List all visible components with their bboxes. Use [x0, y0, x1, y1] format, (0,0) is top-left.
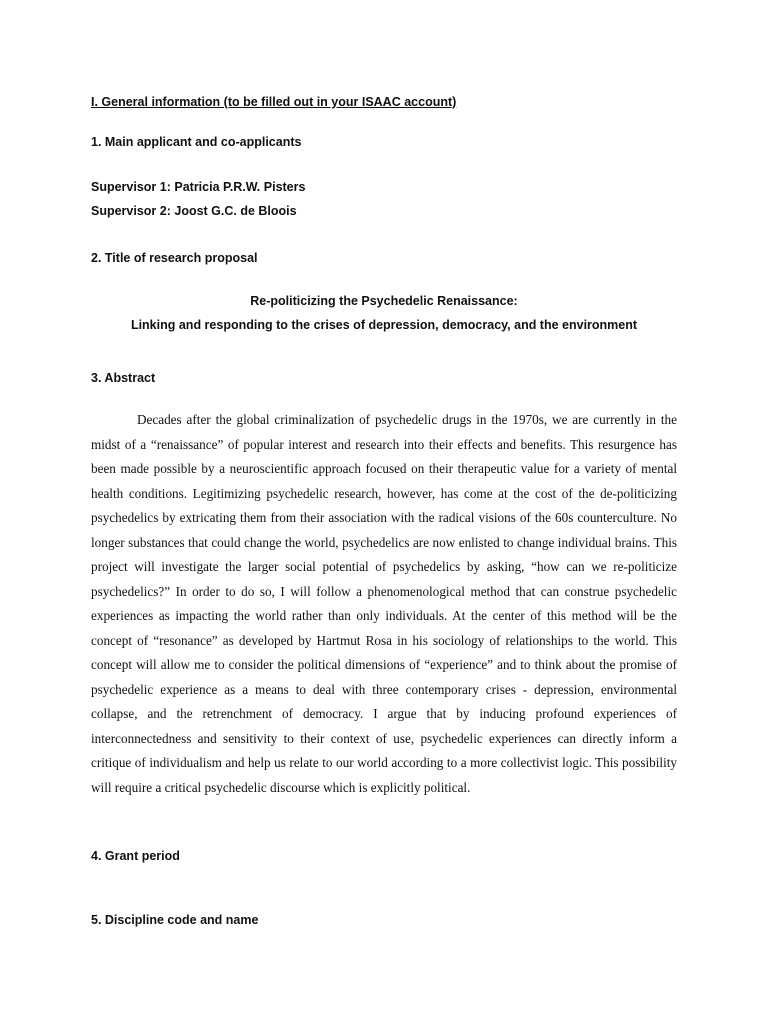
title-section-heading: 2. Title of research proposal: [91, 251, 258, 265]
abstract-heading: 3. Abstract: [91, 371, 156, 385]
applicants-heading: 1. Main applicant and co-applicants: [91, 135, 302, 149]
supervisor-2: Supervisor 2: Joost G.C. de Bloois: [91, 204, 297, 218]
supervisor-1: Supervisor 1: Patricia P.R.W. Pisters: [91, 180, 306, 194]
abstract-body: Decades after the global criminalization of psychedelic drugs in the 1970s, we are currently in the midst of a “renaissance” of popular interest and research into their effects and benefits. This resurgence has been made possible by a neuroscientific approach focused on their therapeutic value for a variety of mental health conditions. Legitimizing psychedelic research, however, has come at the cost of the de-politicizing psychedelics by extricating them from their association with the radical visions of the 60s counterculture. No longer substances that could change the world, psychedelics are now enlisted to change individual brains. This project will investigate the larger social potential of psychedelics by asking, “how can we re-politicize psychedelics?” In order to do so, I will follow a phenomenological method that can construe psychedelic experiences as impacting the world rather than only individuals. At the center of this method will be the concept of “resonance” as developed by Hartmut Rosa in his sociology of relationships to the world. This concept will allow me to consider the political dimensions of “experience” and to think about the promise of psychedelic experience as a means to deal with three contemporary crises - depression, environmental collapse, and the retrenchment of democracy. I argue that by inducing profound experiences of interconnectedness and sensitivity to their context of use, psychedelic experiences can directly inform a critique of individualism and help us relate to our world according to a more collectivist logic. This possibility will require a critical psychedelic discourse which is explicitly political.: [91, 412, 677, 795]
discipline-heading: 5. Discipline code and name: [91, 913, 259, 927]
grant-period-heading: 4. Grant period: [91, 849, 180, 863]
proposal-title-line-2: Linking and responding to the crises of depression, democracy, and the environment: [130, 318, 638, 332]
section-general-information-heading: I. General information (to be filled out in your ISAAC account): [91, 95, 457, 109]
proposal-title-line-1: Re-politicizing the Psychedelic Renaissance:: [250, 294, 518, 308]
